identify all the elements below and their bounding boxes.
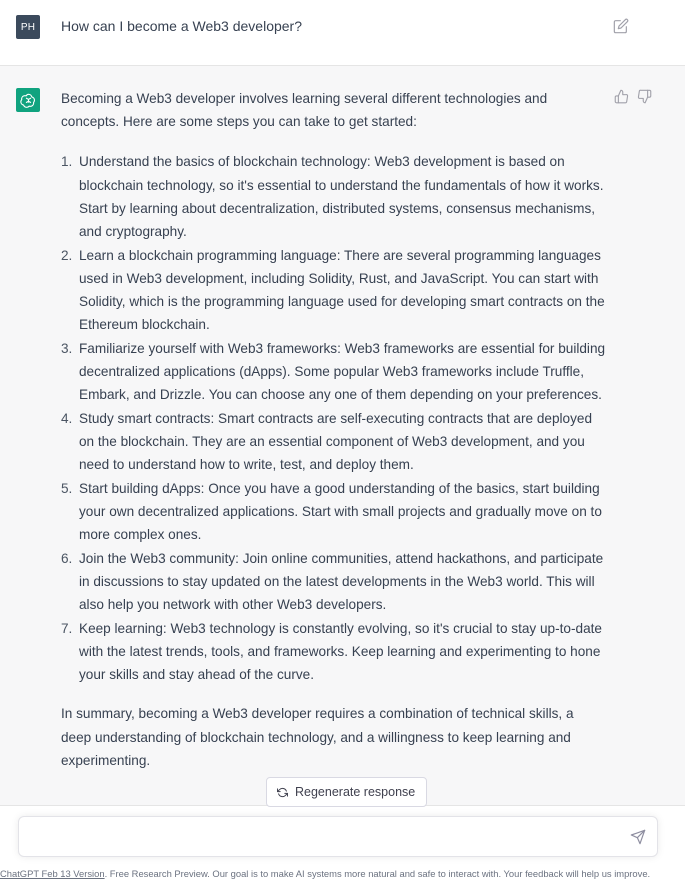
message-input-box [18,816,658,857]
step-text: Join the Web3 community: Join online communities, attend hackathons, and participate in discussions to stay updated on the latest developments in the Web3 world. This will also help you network with other Web3 developers. [79,550,604,613]
regenerate-label: Regenerate response [295,785,416,799]
list-item [61,407,607,477]
footer-disclaimer [0,868,685,879]
user-avatar: PH [16,15,40,39]
step-number: 5. [61,480,73,496]
list-item [61,244,607,337]
list-item [61,337,607,407]
assistant-answer [61,87,607,772]
refresh-icon [277,787,288,798]
version-link[interactable]: ChatGPT Feb 13 Version [0,868,105,879]
step-text: Learn a blockchain programming language: There are several programming languages used in Web3 development, including Solidity, Rust, and JavaScript. You can start with Solidity, which is the programming language used for developing smart contracts on the Ethereum blockchain. [79,247,605,333]
send-icon[interactable] [630,829,646,845]
answer-summary: In summary, becoming a Web3 developer requires a combination of technical skills, a deep understanding of blockchain technology, and a willingness to keep learning and experimenting. [61,706,574,768]
step-text: Keep learning: Web3 technology is constantly evolving, so it's crucial to stay up-to-date with the latest trends, tools, and frameworks. Keep learning and experimenting to hone your skills and stay ahead of the curve. [79,620,602,683]
regenerate-response-button[interactable] [266,777,427,807]
list-item [61,150,607,243]
footer-text: . Free Research Preview. Our goal is to make AI systems more natural and safe to interact with. Your feedback will help us improve. [104,868,651,879]
thumbs-up-icon[interactable] [614,89,629,104]
step-text: Familiarize yourself with Web3 frameworks: Web3 frameworks are essential for building decentralized applications (dApps). Some popular Web3 frameworks include Truffle, Embark, and Drizzle. You can choose any one of them depending on your preferences. [79,340,606,403]
steps-list [61,150,607,686]
thumbs-down-icon[interactable] [637,89,652,104]
step-number: 3. [61,340,73,356]
list-item [61,617,607,687]
step-number: 6. [61,550,73,566]
step-text: Understand the basics of blockchain technology: Web3 development is based on blockchain technology, so it's essential to understand the fundamentals of how it works. Start by learning about decentralization, distributed systems, consensus mechanisms, and cryptography. [79,154,604,240]
assistant-message-row [0,66,685,806]
message-input[interactable] [31,827,621,849]
step-number: 1. [61,154,73,170]
list-item [61,547,607,617]
list-item [61,477,607,547]
user-message-row [0,0,685,66]
step-number: 7. [61,620,73,636]
user-message-text: How can I become a Web3 developer? [61,18,302,34]
answer-intro: Becoming a Web3 developer involves learning several different technologies and concepts. Here are some steps you can take to get started: [61,91,548,130]
step-number: 2. [61,247,73,263]
step-number: 4. [61,410,73,426]
edit-icon[interactable] [613,18,629,34]
chatgpt-logo-icon [16,88,40,112]
step-text: Study smart contracts: Smart contracts are self-executing contracts that are deployed on the blockchain. They are an essential component of Web3 development, and you need to understand how to write, test, and deploy them. [79,410,593,473]
step-text: Start building dApps: Once you have a good understanding of the basics, start building your own decentralized applications. Start with small projects and gradually move on to more complex ones. [79,480,602,543]
